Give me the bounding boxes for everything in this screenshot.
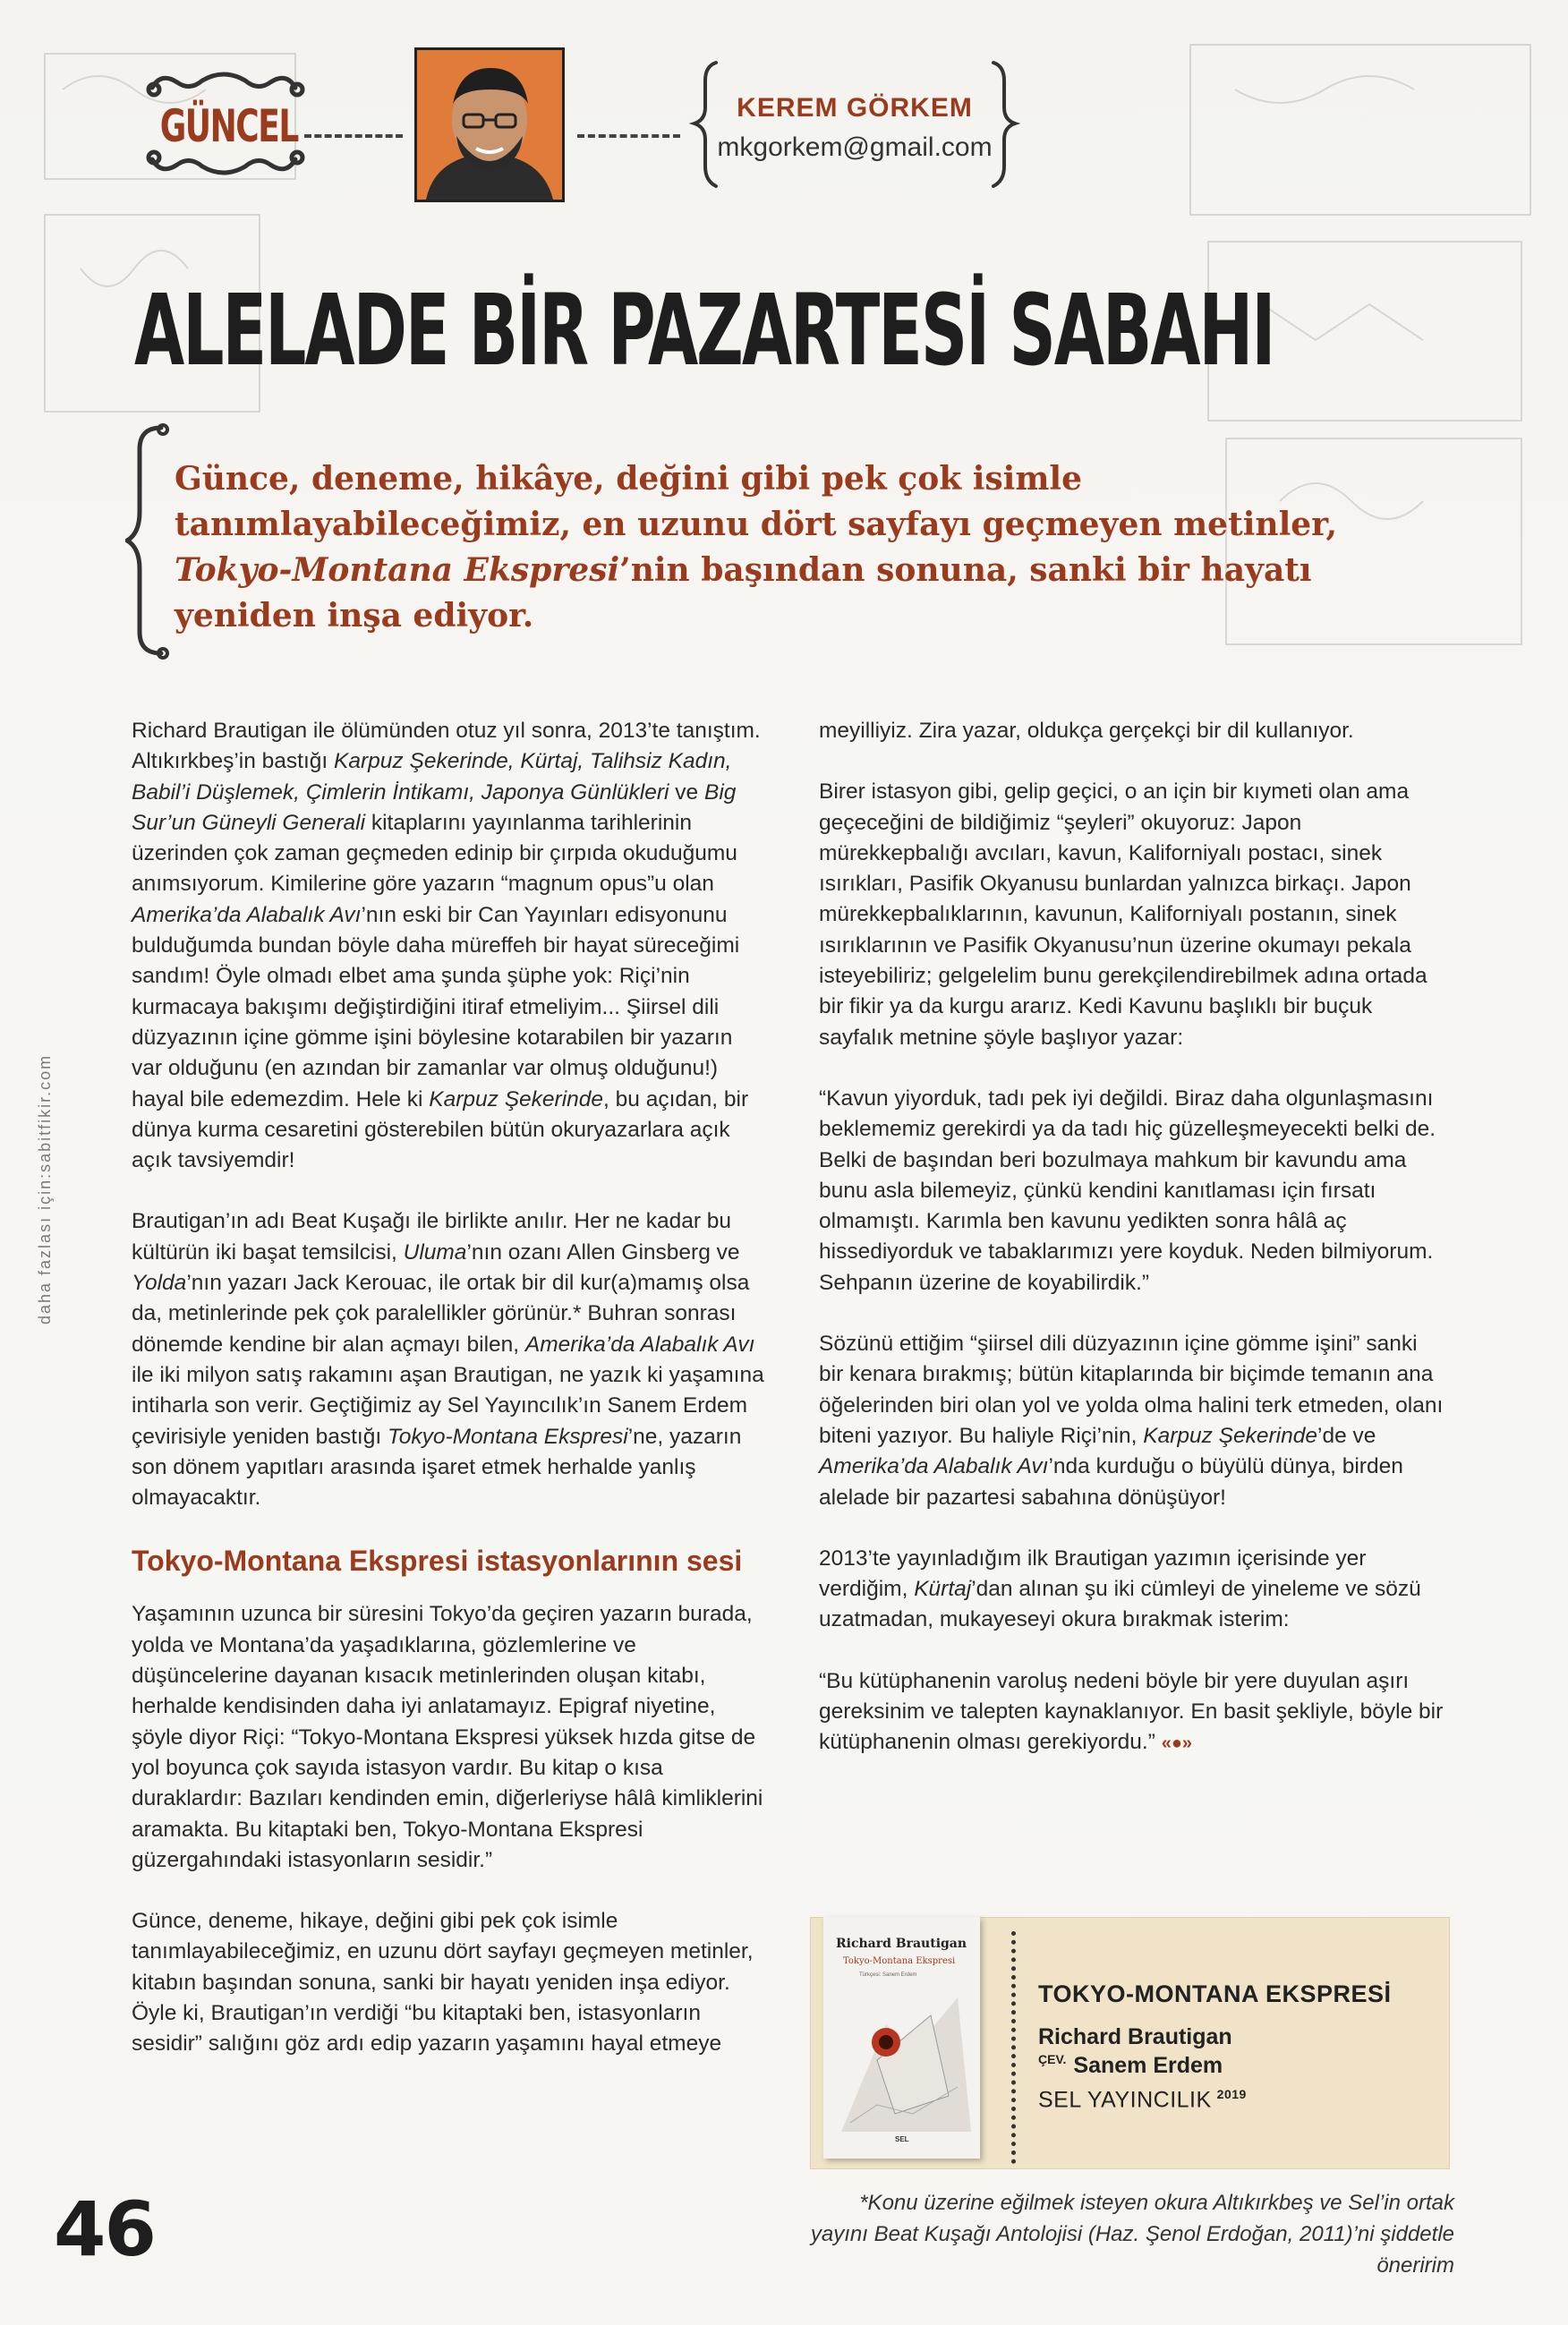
deck-line: tanımlayabileceğimiz, en uzunu dört sayfayı geçmeyen metinler,: [175, 506, 1338, 543]
deck-line: [175, 548, 1427, 593]
italic-run: Karpuz Şekerinde: [429, 1086, 604, 1111]
text-run: ’nda kurduğu o büyülü dünya, birden alelade bir pazartesi sabahına dönüşüyor!: [819, 1454, 1403, 1510]
cover-subtitle: Türkçesi: Sanem Erdem: [859, 1972, 917, 1978]
section-label: [134, 63, 318, 183]
text-run: , bu açıdan, bir dünya kurma cesaretini gösterebilen bütün okuryazarlara açık açık tavsiyemdir!: [132, 1086, 749, 1173]
deck-line: yeniden inşa ediyor.: [175, 597, 534, 634]
text-run: ile iki milyon satış rakamını aşan Brautigan, ne yazık ki yaşamına intiharla son verir. Geçtiğimiz ay Sel Yayıncılık’ın Sanem Erdem çevirisiyle yeniden bastığı: [132, 1362, 764, 1449]
deck-line: Günce, deneme, hikâye, değini gibi pek çok isimle: [175, 460, 1082, 498]
italic-run: Amerika’da Alabalık Avı: [819, 1454, 1049, 1479]
author-photo-icon: [417, 50, 562, 200]
right-column: [819, 716, 1445, 1790]
end-mark-icon: «●»: [1161, 1733, 1193, 1754]
body-paragraph: [132, 716, 767, 1176]
italic-run: Tokyo-Montana Ekspresi: [387, 1424, 628, 1449]
italic-run: Amerika’da Alabalık Avı: [524, 1332, 755, 1357]
body-paragraph: [819, 1329, 1445, 1513]
text-run: ’nın yazarı Jack Kerouac, ile ortak bir dil kur(a)mamış olsa da, metinlerinde pek çok paralellikler görünür.* Buhran sonrası dönemde kendine bir alan açmayı bilen,: [132, 1271, 750, 1357]
italic-run: Uluma: [403, 1239, 467, 1265]
left-column: [132, 716, 767, 2091]
quote-paragraph: [819, 1666, 1445, 1759]
author-block: [689, 54, 1020, 197]
page-number: 46: [54, 2185, 155, 2273]
text-run: ’ne, yazarın son dönem yapıtları arasında işaret etmek herhalde yanlış olmayacaktır.: [132, 1424, 742, 1511]
headline: ALELADE BİR PAZARTESİ SABAHI: [134, 273, 1274, 388]
publish-year: 2019: [1216, 2087, 1247, 2101]
side-credit: daha fazlası için:sabitfikir.com: [36, 1053, 54, 1324]
dash-divider: [577, 134, 680, 138]
body-paragraph: Günce, deneme, hikaye, değini gibi pek çok isimle tanımlayabileceğimiz, en uzunu dört sayfayı geçmeyen metinler, kitabın başından sonuna, sanki bir hayatı yeniden inşa ediyor. Öyle ki, Brautigan’ın verdiği “bu kitaptaki ben, istasyonların sesidir” salığını göz ardı edip yazarın yaşamını hayal etmeye: [132, 1909, 754, 2057]
translator-prefix: ÇEV.: [1038, 2052, 1067, 2066]
translator-name: Sanem Erdem: [1073, 2053, 1223, 2078]
text-run: Sözünü ettiğim “şiirsel dili düzyazının içine gömme işini” sanki bir kenara bırakmış; bütün kitaplarında bir biçimde temanın ana öğelerinden biri olan yol ve yolda olma halini terk etmeden, olanı biteni yazıyor. Bu haliyle Riçi’nin,: [819, 1332, 1444, 1448]
body-paragraph: Yaşamının uzunca bir süresini Tokyo’da geçiren yazarın burada, yolda ve Montana’da yaşadıklarına, gözlemlerine ve düşüncelerine dayanan kısacık metinlerinden oluşan kitabı, herhalde kendisinden daha iyi anlatamayız. Epigraf niyetine, şöyle diyor Riçi: “Tokyo-Montana Ekspresi yüksek hızda gitse de yol boyunca çok sayıda istasyon vardır. Bu kitap o kısa duraklardır: Bazıları kendinden emin, diğerleriyse hâlâ kimliklerini aramakta. Bu kitaptaki ben, Tokyo-Montana Ekspresi güzergahındaki istasyonların sesidir.”: [132, 1602, 763, 1872]
text-run: ’de ve: [1317, 1423, 1376, 1448]
brace-icon: [689, 54, 1020, 197]
publisher-name: SEL YAYINCILIK: [1038, 2087, 1212, 2113]
text-run: ’nın eski bir Can Yayınları edisyonunu bulduğumda bundan böyle daha müreffeh bir hayat süreceğimi sandım! Öyle olmadı elbet ama şunda şüphe yok: Riçi’nin kurmacaya bakışımı değiştirdiğini itiraf etmeliyim... Şiirsel dili düzyazının içine gömme işini böylesine kotarabilen bir yazarın var olduğunu (en azından bir zamanlar var olmuş olduğunu!) hayal bile edemezdim. Hele ki: [132, 902, 740, 1111]
cover-author: Richard Brautigan: [836, 1937, 967, 1951]
cover-publisher: SEL: [895, 2135, 909, 2143]
book-cover: [823, 1917, 980, 2159]
deck-intro: [175, 456, 1427, 639]
italic-run: Karpuz Şekerinde, Kürtaj, Talihsiz Kadın, Babil’i Düşlemek, Çimlerin İntikamı, Japonya Günlükleri: [132, 749, 732, 805]
italic-run: Yolda: [132, 1271, 187, 1296]
section-title: GÜNCEL: [159, 100, 298, 152]
text-run: “Bu kütüphanenin varoluş nedeni böyle bir yere duyulan aşırı gereksinim ve talepten kaynaklanıyor. En basit şekliyle, böyle bir kütüphanenin olması gerekiyordu.”: [819, 1668, 1444, 1755]
text-run: ’nın ozanı Allen Ginsberg ve: [466, 1239, 740, 1265]
italic-run: Amerika’da Alabalık Avı: [132, 902, 362, 927]
italic-run: Karpuz Şekerinde: [1143, 1423, 1317, 1448]
text-run: Brautigan’ın adı Beat Kuşağı ile birlikte anılır. Her ne kadar bu kültürün iki başat temsilcisi,: [132, 1209, 732, 1265]
book-title-italic: Tokyo-Montana Ekspresi: [175, 551, 620, 589]
text-run: ve: [669, 779, 704, 805]
dotted-divider: [1011, 1931, 1016, 2164]
book-author: Richard Brautigan: [1038, 2024, 1232, 2049]
body-paragraph: Birer istasyon gibi, gelip geçici, o an için bir kıymeti olan ama geçeceğini de bildiğimiz “şeyleri” okuyoruz: Japon mürekkepbalığı avcıları, kavun, Kaliforniyalı postacı, sinek ısırıkları, Pasifik Okyanusu bunlardan yalnızca birkaçı. Japon mürekkepbalıklarının, kavunun, Kaliforniyalı postanın, sinek ısırıklarının ve Pasifik Okyanusu’nun üzerine okumayı pekala isteyebiliriz; gelgelelim bunu gerekçilendirebilmek adına ortada bir fikir ya da kurgu ararız. Kedi Kavunu başlıklı bir buçuk sayfalık metnine şöyle başlıyor yazar:: [819, 779, 1427, 1050]
book-translator: [1038, 2052, 1223, 2079]
text-run: ’dan alınan şu iki cümleyi de yineleme ve sözü uzatmadan, mukayeseyi okura bırakmak isterim:: [819, 1577, 1421, 1632]
dash-divider: [304, 134, 403, 138]
text-run: Richard Brautigan ile ölümünden otuz yıl sonra, 2013’te tanıştım. Altıkırkbeş’in bastığı: [132, 719, 761, 774]
cover-title: Tokyo-Montana Ekspresi: [843, 1956, 956, 1966]
body-paragraph: meyilliyiz. Zira yazar, oldukça gerçekçi bir dil kullanıyor.: [819, 719, 1354, 743]
author-name: KEREM GÖRKEM: [737, 93, 973, 123]
subheading: Tokyo-Montana Ekspresi istasyonlarının sesi: [132, 1545, 743, 1578]
italic-run: Big Sur’un Güneyli Generali: [132, 779, 737, 835]
quote-paragraph: “Kavun yiyorduk, tadı pek iyi değildi. Biraz daha olgunlaşmasını beklememiz gerekirdi ya da tadı hiç güzelleşmeyecekti belki de. Belki de başından beri bozulmaya mahkum bir kavundu ama bunu asla bilemeyiz, çünkü kendini kanıtlaması için fırsatı olmamıştı. Karımla ben kavunu yedikten sonra hâlâ aç hissediyorduk ve tabaklarımızı yere koyduk. Neden bilmiyorum. Sehpanın üzerine de koyabilirdik.”: [819, 1086, 1436, 1295]
book-title: TOKYO-MONTANA EKSPRESİ: [1038, 1980, 1392, 2007]
cover-art-icon: [823, 1917, 980, 2159]
brace-icon: [125, 421, 179, 662]
footnote: *Konu üzerine eğilmek isteyen okura Altıkırkbeş ve Sel’in ortak yayını Beat Kuşağı Antolojisi (Haz. Şenol Erdoğan, 2011)’ni şiddetle öneririm: [810, 2191, 1454, 2278]
text-run: kitaplarını yayınlanma tarihlerinin üzerinden çok zaman geçmeden edinip bir çırpıda okuduğumu anımsıyorum. Kimilerine göre yazarın “magnum opus”u olan: [132, 810, 737, 897]
text-run: 2013’te yayınladığım ilk Brautigan yazımın içerisinde yer verdiğim,: [819, 1546, 1367, 1602]
body-paragraph: [819, 1544, 1445, 1636]
body-paragraph: [132, 1206, 767, 1513]
book-publisher: [1038, 2087, 1247, 2113]
italic-run: Kürtaj: [914, 1577, 972, 1602]
author-email[interactable]: mkgorkem@gmail.com: [717, 132, 993, 162]
deck-line-rest: ’nin başından sonuna, sanki bir hayatı: [619, 551, 1312, 589]
author-portrait: [414, 47, 565, 202]
